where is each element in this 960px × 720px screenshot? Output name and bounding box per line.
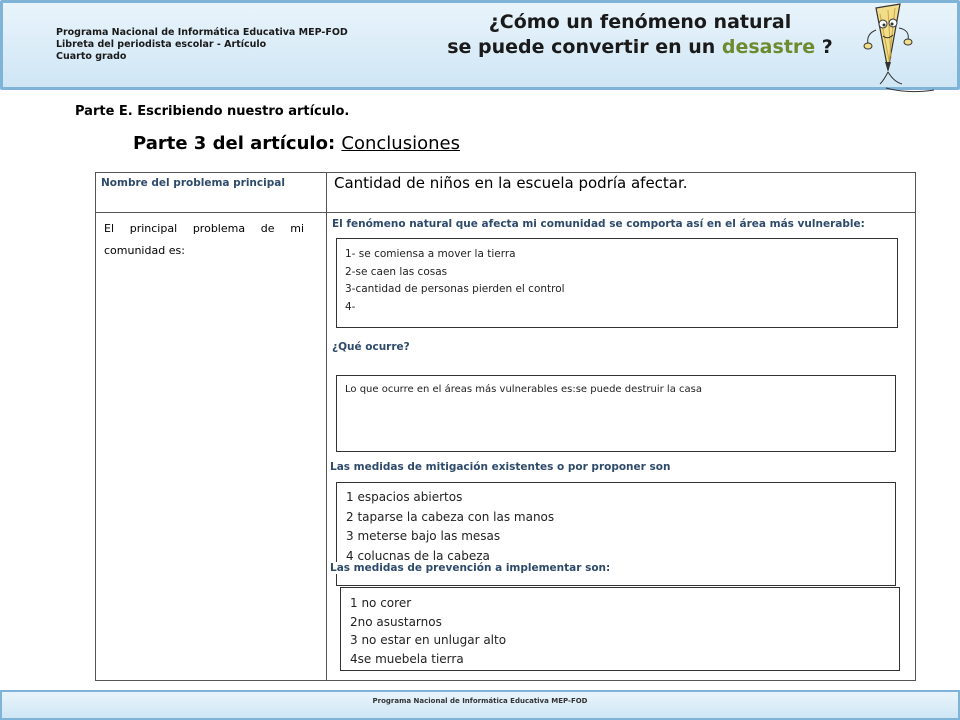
part-title-prefix: Parte 3 del artículo: (133, 133, 342, 154)
mitigation-answer-line: 3 meterse bajo las mesas (346, 529, 501, 543)
phenomenon-answer-line: 4- (345, 300, 356, 313)
phenomenon-answer-line: 3-cantidad de personas pierden el control (345, 283, 565, 295)
prevention-label: Las medidas de prevención a implementar son: (330, 562, 611, 574)
table-row-divider (95, 212, 916, 213)
title-line-2-end: ? (815, 36, 833, 58)
title-accent-word: desastre (721, 36, 816, 58)
phenomenon-question-label: El fenómeno natural que afecta mi comunidad se comporta así en el área más vulnerable: (332, 218, 865, 230)
what-happens-answer-box (336, 375, 896, 452)
header-grade-line: Cuarto grado (56, 51, 127, 62)
mitigation-answer-line: 2 taparse la cabeza con las manos (346, 509, 555, 524)
title-line-2 (430, 34, 850, 60)
main-problem-label: Nombre del problema principal (101, 177, 285, 189)
header-program-line: Programa Nacional de Informática Educativa MEP-FOD (56, 27, 348, 38)
header-program-info (56, 27, 348, 63)
footer-program-text: Programa Nacional de Informática Educativa MEP-FOD (372, 697, 588, 705)
slide-title (430, 10, 850, 60)
mitigation-answer-line: 1 espacios abiertos (346, 490, 463, 504)
mitigation-answer-line: 4 colucnas de la cabeza (346, 548, 490, 563)
phenomenon-answer-box (336, 238, 898, 328)
table-column-divider (326, 172, 327, 681)
mitigation-label: Las medidas de mitigación existentes o por proponer son (330, 461, 671, 473)
phenomenon-answer-line: 1- se comiensa a mover la tierra (345, 248, 516, 260)
prevention-answer-line: 4se muebela tierra (350, 651, 464, 666)
part-title-conclusions: Conclusiones (341, 133, 460, 154)
prevention-answer-line: 2no asustarnos (350, 614, 442, 629)
what-happens-label: ¿Qué ocurre? (332, 341, 410, 353)
footer-band (0, 690, 960, 720)
phenomenon-answer-line: 2-se caen las cosas (345, 265, 448, 278)
main-problem-answer: Cantidad de niños en la escuela podría afectar. (334, 174, 688, 192)
section-label: Parte E. Escribiendo nuestro artículo. (75, 104, 350, 119)
prevention-answer-line: 3 no estar en unlugar alto (350, 633, 507, 647)
title-line-2-start: se puede convertir en un (447, 36, 722, 58)
part-title (133, 133, 460, 154)
community-problem-label: El principal problema de mi comunidad es: (104, 222, 304, 257)
header-notebook-line: Libreta del periodista escolar - Artículo (56, 39, 267, 50)
title-line-1: ¿Cómo un fenómeno natural (488, 11, 792, 33)
prevention-answer-line: 1 no corer (350, 596, 412, 610)
pencil-mascot-icon (858, 0, 938, 95)
prevention-answer-box (340, 587, 900, 671)
what-happens-answer: Lo que ocurre en el áreas más vulnerables es:se puede destruir la casa (345, 384, 702, 395)
